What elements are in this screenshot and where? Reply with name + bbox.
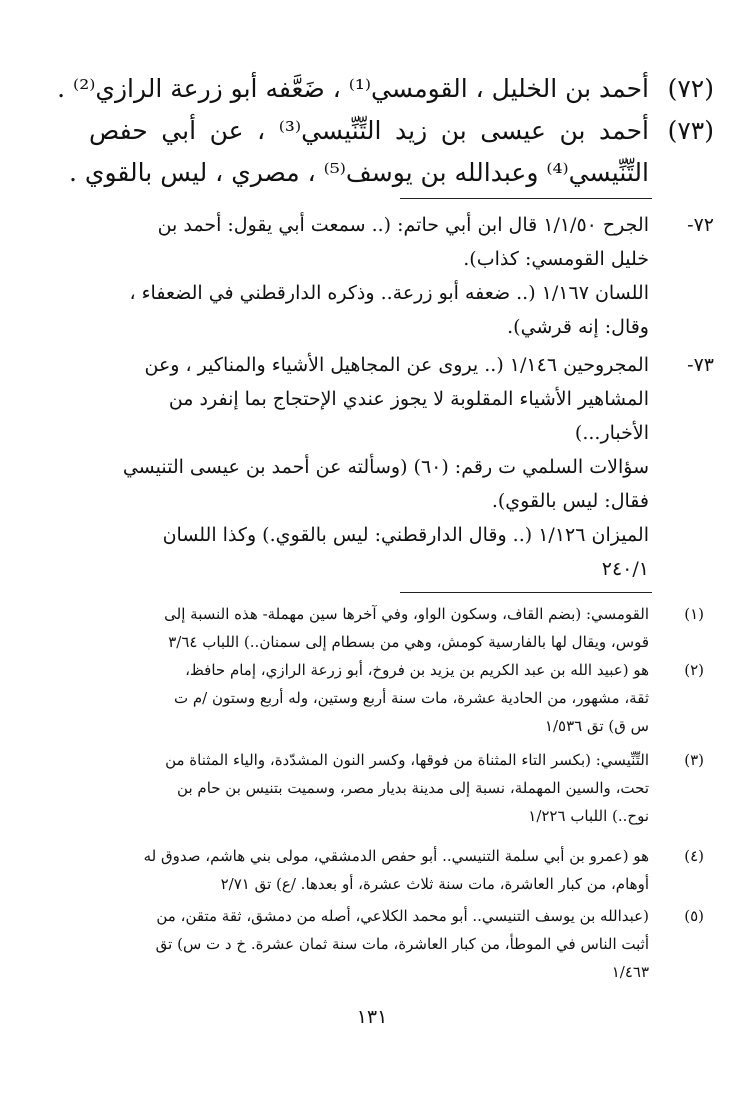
note-line: وقال: إنه قرشي).: [507, 316, 649, 338]
note-line: سؤالات السلمي ت رقم: (٦٠) (وسألته عن أحمد بن عيسى التنيسي: [122, 456, 649, 478]
footnote-number: (١): [684, 605, 704, 623]
footnote-line: ١/٤٦٣: [611, 963, 649, 981]
footnote-line: (عبدالله بن يوسف التنيسي.. أبو محمد الكلاعي، أصله من دمشق، ثقة متقن، من: [156, 907, 649, 925]
entry-text: التِّنِّيسي⁽⁴⁾ وعبدالله بن يوسف⁽⁵⁾ ، مصري ، ليس بالقوي .: [69, 158, 649, 187]
main-entry: [57, 68, 714, 110]
footnote-line: نوح..) اللباب ١/٢٢٦: [528, 807, 649, 825]
page-number: ١٣١: [356, 1006, 388, 1028]
footnote: [94, 600, 704, 656]
note-line: اللسان ١/١٦٧ (.. ضعفه أبو زرعة.. وذكره الدارقطني في الضعفاء ،: [129, 282, 649, 304]
footnote-line: أوهام، من كبار العاشرة، مات سنة ثلاث عشرة، أو بعدها. /ع) تق ٢/٧١: [220, 875, 649, 893]
note-line: المجروحين ١/١٤٦ (.. يروى عن المجاهيل الأشياء والمناكير ، وعن: [144, 354, 649, 376]
entry-text: أحمد بن الخليل ، القومسي⁽¹⁾ ، ضَعَّفه أبو زرعة الرازي⁽²⁾ .: [57, 74, 649, 103]
note-line: الميزان ١/١٢٦ (.. وقال الدارقطني: ليس بالقوي.) وكذا اللسان: [162, 524, 649, 546]
footnote: [94, 746, 704, 830]
footnote-line: س ق) تق ١/٥٣٦: [544, 717, 649, 735]
entry-number: (٧٢): [667, 74, 714, 103]
footnote-number: (٤): [684, 847, 704, 865]
note-entry: [89, 208, 714, 344]
footnote-divider: [400, 592, 652, 593]
main-entry: [69, 110, 714, 194]
note-entry: [89, 348, 714, 586]
note-line: خليل القومسي: كذاب).: [463, 248, 649, 270]
note-line: الأخبار...): [574, 422, 649, 444]
footnote-line: التِّنِّيسي: (بكسر التاء المثناة من فوقها، وكسر النون المشدّدة، والياء المثناة من: [165, 751, 649, 769]
footnote-line: أثبت الناس في الموطأ، من كبار العاشرة، مات سنة ثمان عشرة. خ د ت س) تق: [155, 935, 649, 953]
footnote: [94, 656, 704, 740]
note-line: المشاهير الأشياء المقلوبة لا يجوز عندي الإحتجاج بما إنفرد من: [168, 388, 649, 410]
footnote-line: هو (عبيد الله بن عبد الكريم بن يزيد بن فروخ، أبو زرعة الرازي، إمام حافظ،: [185, 661, 649, 679]
footnote: [94, 902, 704, 986]
footnote-line: قوس، ويقال لها بالفارسية كومش، وهي من بسطام إلى سمنان..) اللباب ٣/٦٤: [168, 633, 649, 651]
footnote-line: القومسي: (بضم القاف، وسكون الواو، وفي آخرها سين مهملة- هذه النسبة إلى: [164, 605, 649, 623]
footnote-number: (٥): [684, 907, 704, 925]
footnote-line: هو (عمرو بن أبي سلمة التنيسي.. أبو حفص الدمشقي، مولى بني هاشم، صدوق له: [143, 847, 649, 865]
note-line: فقال: ليس بالقوي).: [491, 490, 649, 512]
entry-number: (٧٣): [667, 116, 714, 145]
footnote: [94, 842, 704, 898]
note-number: ٧٣-: [687, 354, 714, 376]
footnote-number: (٣): [684, 751, 704, 769]
entry-text: أحمد بن عيسى بن زيد التِّنِّيسي⁽³⁾ ، عن أبي حفص: [89, 116, 649, 145]
footnote-line: تحت، والسين المهملة، نسبة إلى مدينة بديار مصر، وسميت بتنيس بن حام بن: [177, 779, 649, 797]
note-line: ٢٤٠/١: [601, 558, 649, 580]
footnote-number: (٢): [684, 661, 704, 679]
note-line: الجرح ١/١/٥٠ قال ابن أبي حاتم: (.. سمعت أبي يقول: أحمد بن: [157, 214, 649, 236]
note-number: ٧٢-: [687, 214, 714, 236]
section-divider: [400, 198, 652, 199]
footnote-line: ثقة، مشهور، من الحادية عشرة، مات سنة أربع وستين، وله أربع وستون /م ت: [174, 689, 649, 707]
